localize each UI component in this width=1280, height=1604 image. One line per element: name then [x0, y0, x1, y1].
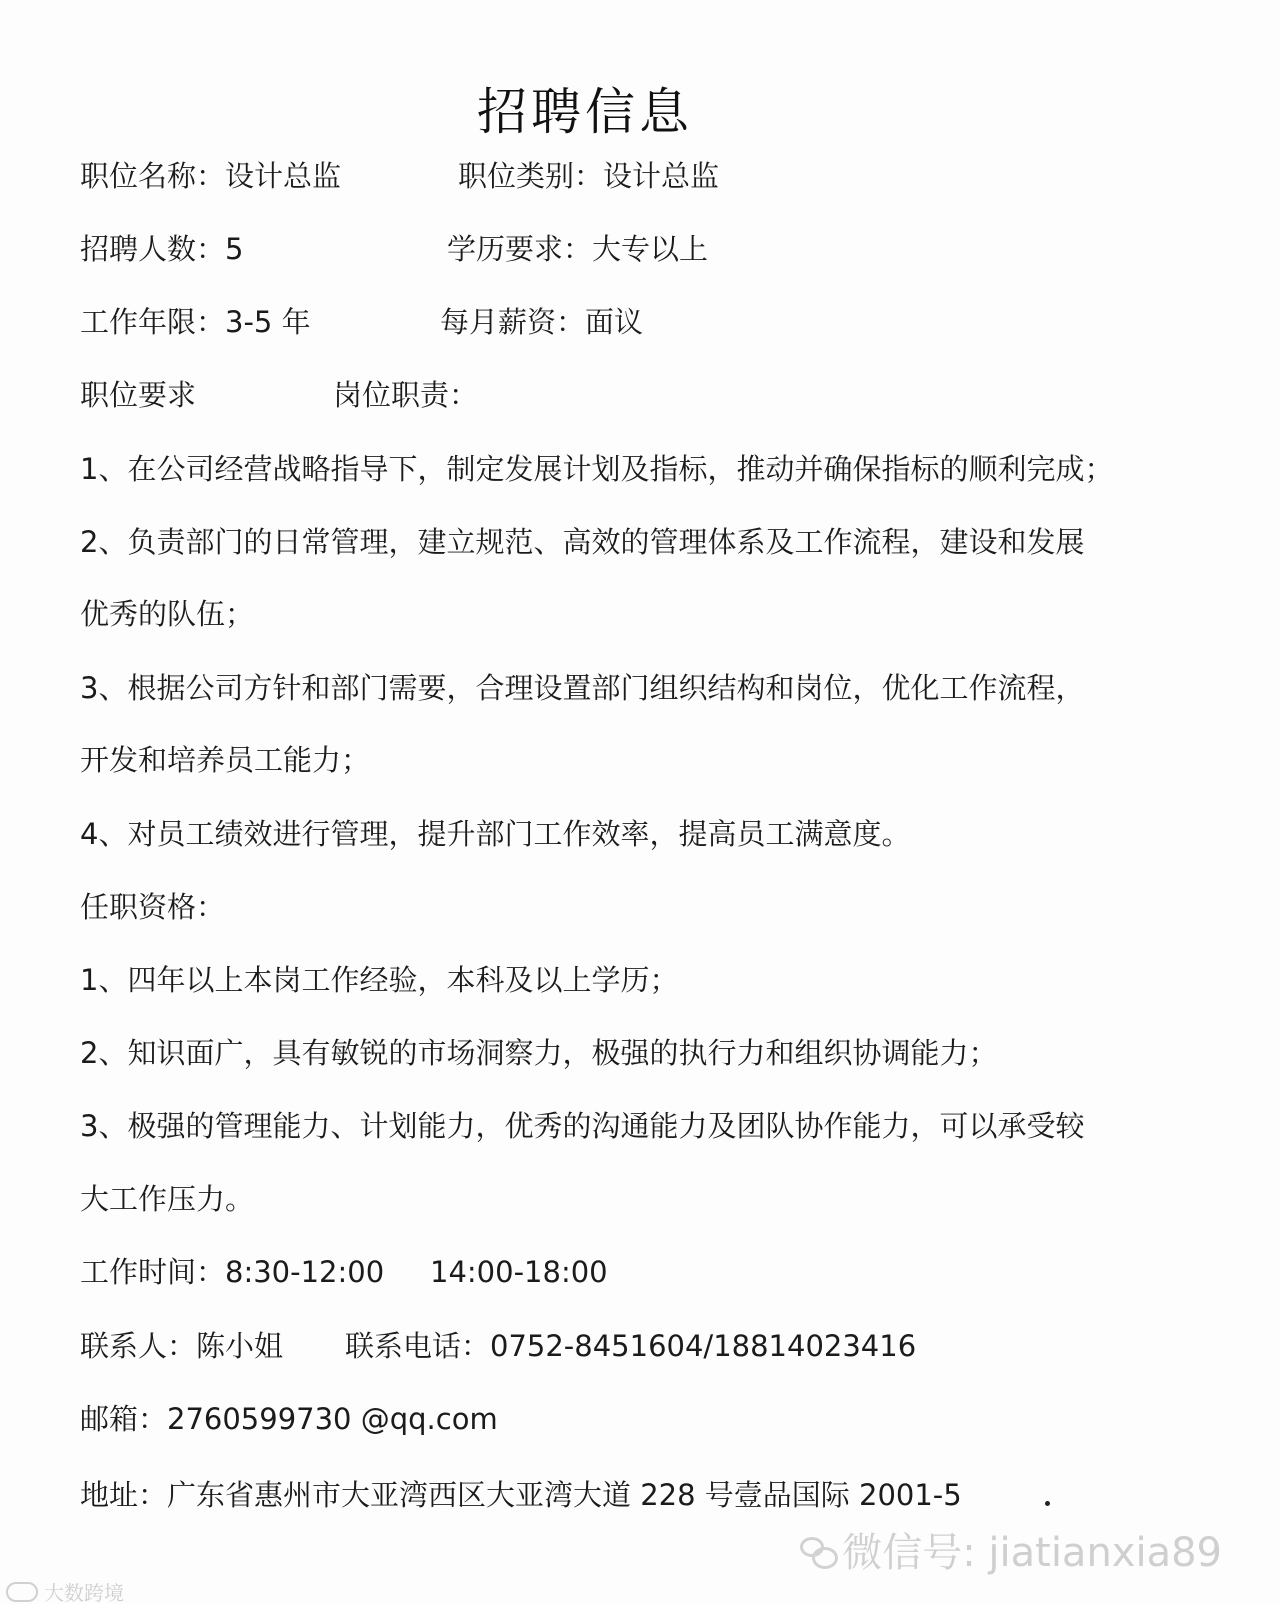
- qualification-line: 3、极强的管理能力、计划能力，优秀的沟通能力及团队协作能力，可以承受较: [80, 1109, 1085, 1143]
- scan-speck: [1045, 1501, 1050, 1506]
- bottom-logo: [6, 1577, 124, 1604]
- contact-address: 地址：广东省惠州市大亚湾西区大亚湾大道 228 号壹品国际 2001-5: [80, 1478, 962, 1512]
- duty-line: 1、在公司经营战略指导下，制定发展计划及指标，推动并确保指标的顺利完成；: [80, 452, 1114, 486]
- duty-line: 开发和培养员工能力；: [80, 743, 371, 777]
- field-education: 学历要求：大专以上: [447, 232, 709, 266]
- duty-line: 4、对员工绩效进行管理，提升部门工作效率，提高员工满意度。: [80, 817, 911, 851]
- logo-text: 大数跨境: [44, 1581, 124, 1604]
- qualification-line: 大工作压力。: [80, 1182, 255, 1216]
- qualification-line: 2、知识面广，具有敏锐的市场洞察力，极强的执行力和组织协调能力；: [80, 1036, 998, 1070]
- logo-icon: [6, 1582, 38, 1602]
- wechat-watermark: [800, 1521, 1222, 1578]
- duty-line: 优秀的队伍；: [80, 597, 255, 631]
- contact-person: 联系人：陈小姐: [80, 1329, 284, 1363]
- wechat-icon: [800, 1535, 834, 1565]
- section-qualifications: 任职资格：: [80, 890, 226, 924]
- duty-line: 2、负责部门的日常管理，建立规范、高效的管理体系及工作流程，建设和发展: [80, 525, 1085, 559]
- watermark-text: 微信号: jiatianxia89: [842, 1530, 1222, 1576]
- page-title: 招聘信息: [477, 83, 693, 141]
- work-time-afternoon: 14:00-18:00: [430, 1255, 608, 1289]
- field-headcount: 招聘人数：5: [80, 232, 244, 266]
- section-duties: 岗位职责：: [333, 378, 479, 412]
- contact-email: 邮箱：2760599730 @qq.com: [80, 1402, 498, 1436]
- contact-phone: 联系电话：0752-8451604/18814023416: [345, 1329, 917, 1363]
- qualification-line: 1、四年以上本岗工作经验，本科及以上学历；: [80, 963, 679, 997]
- section-requirements: 职位要求: [80, 378, 197, 412]
- field-experience: 工作年限：3-5 年: [80, 305, 311, 339]
- field-salary: 每月薪资：面议: [440, 305, 644, 339]
- work-time: 工作时间：8:30-12:00: [80, 1255, 385, 1289]
- field-position-name: 职位名称：设计总监: [80, 159, 342, 193]
- duty-line: 3、根据公司方针和部门需要，合理设置部门组织结构和岗位，优化工作流程，: [80, 671, 1085, 705]
- field-position-category: 职位类别：设计总监: [458, 159, 720, 193]
